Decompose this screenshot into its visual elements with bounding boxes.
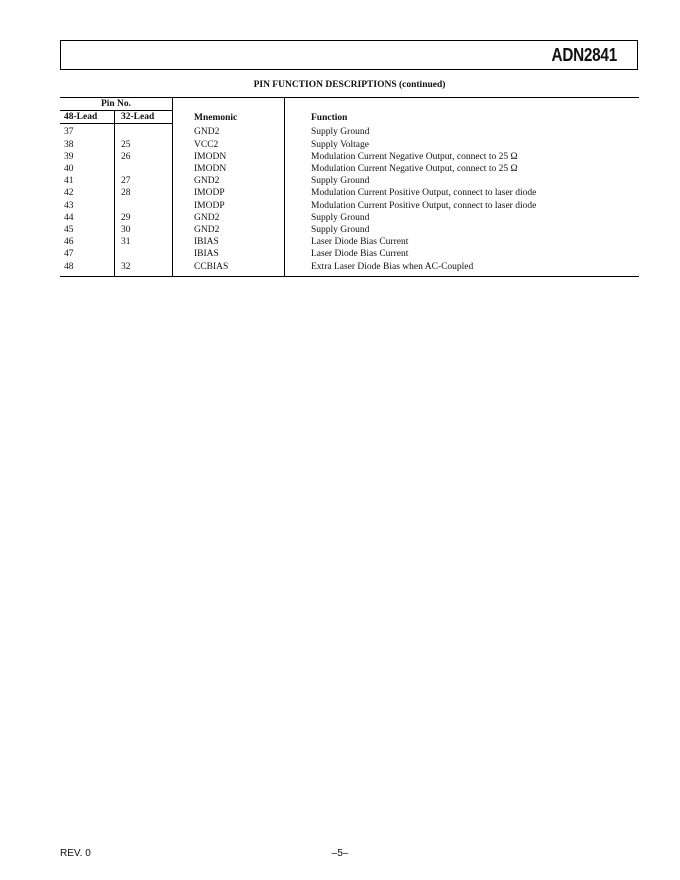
pin-48-lead-cell: 37: [60, 124, 115, 139]
pin-32-lead-cell: [115, 248, 173, 260]
table-row: [60, 261, 639, 277]
pin-48-lead-cell: 47: [60, 248, 115, 260]
pin-48-lead-cell: 46: [60, 236, 115, 248]
pin-function-table: [60, 97, 639, 277]
function-cell: Laser Diode Bias Current: [311, 249, 409, 260]
table-row: [60, 224, 639, 236]
mnemonic-cell: IBIAS: [173, 236, 285, 248]
function-cell: Modulation Current Positive Output, connect to laser diode: [311, 188, 537, 199]
function-cell: Supply Ground: [311, 176, 370, 187]
table-row: [60, 124, 639, 139]
mnemonic-cell: VCC2: [173, 139, 285, 151]
mnemonic-cell: GND2: [173, 124, 285, 139]
table-row: [60, 175, 639, 187]
table-row: [60, 187, 639, 199]
pin-48-lead-cell: 48: [60, 261, 115, 277]
page-number: –5–: [331, 848, 349, 859]
pin-48-lead-cell: 42: [60, 187, 115, 199]
mnemonic-cell: IMODP: [173, 187, 285, 199]
pin-48-lead-cell: 38: [60, 139, 115, 151]
pin-48-lead-cell: 40: [60, 163, 115, 175]
pin-32-lead-cell: 28: [115, 187, 173, 199]
table-row: [60, 248, 639, 260]
pin-48-lead-cell: 45: [60, 224, 115, 236]
pin-rows: [60, 124, 639, 276]
pin-32-lead-cell: 30: [115, 224, 173, 236]
function-cell: Modulation Current Negative Output, connect to 25 Ω: [311, 164, 518, 175]
table-title: PIN FUNCTION DESCRIPTIONS (continued): [253, 80, 446, 90]
pin-no-header: Pin No.: [60, 98, 173, 111]
pin-32-lead-cell: 25: [115, 139, 173, 151]
pin-32-lead-cell: 29: [115, 212, 173, 224]
lead32-header: 32-Lead: [115, 111, 173, 124]
mnemonic-cell: CCBIAS: [173, 261, 285, 277]
revision-label: REV. 0: [60, 848, 91, 859]
function-cell: Extra Laser Diode Bias when AC-Coupled: [285, 261, 640, 277]
function-cell: Supply Ground: [311, 212, 370, 223]
function-header: Function: [285, 98, 640, 124]
mnemonic-cell: IMODN: [173, 163, 285, 175]
part-number: ADN2841: [551, 45, 617, 65]
mnemonic-cell: IMODN: [173, 151, 285, 163]
table-row: [60, 200, 639, 212]
pin-32-lead-cell: 31: [115, 236, 173, 248]
table-row: [60, 163, 639, 175]
pin-48-lead-cell: 43: [60, 200, 115, 212]
mnemonic-cell: GND2: [173, 175, 285, 187]
pin-32-lead-cell: [115, 163, 173, 175]
function-cell: Laser Diode Bias Current: [311, 237, 409, 248]
mnemonic-cell: GND2: [173, 224, 285, 236]
pin-32-lead-cell: [115, 124, 173, 139]
pin-32-lead-cell: 32: [115, 261, 173, 277]
table-row: [60, 151, 639, 163]
pin-48-lead-cell: 44: [60, 212, 115, 224]
mnemonic-header: Mnemonic: [173, 98, 285, 124]
function-cell: Supply Ground: [311, 225, 370, 236]
mnemonic-cell: IMODP: [173, 200, 285, 212]
function-cell: Modulation Current Positive Output, connect to laser diode: [311, 200, 537, 211]
table-row: [60, 139, 639, 151]
pin-48-lead-cell: 39: [60, 151, 115, 163]
table-row: [60, 212, 639, 224]
function-cell: Modulation Current Negative Output, connect to 25 Ω: [311, 151, 518, 162]
header-box: [60, 40, 638, 70]
mnemonic-cell: IBIAS: [173, 248, 285, 260]
pin-32-lead-cell: [115, 200, 173, 212]
function-cell: Supply Voltage: [311, 139, 369, 150]
function-cell: Supply Ground: [311, 126, 370, 137]
pin-48-lead-cell: 41: [60, 175, 115, 187]
table-row: [60, 236, 639, 248]
pin-32-lead-cell: 27: [115, 175, 173, 187]
pin-32-lead-cell: 26: [115, 151, 173, 163]
mnemonic-cell: GND2: [173, 212, 285, 224]
lead48-header: 48-Lead: [60, 111, 115, 124]
